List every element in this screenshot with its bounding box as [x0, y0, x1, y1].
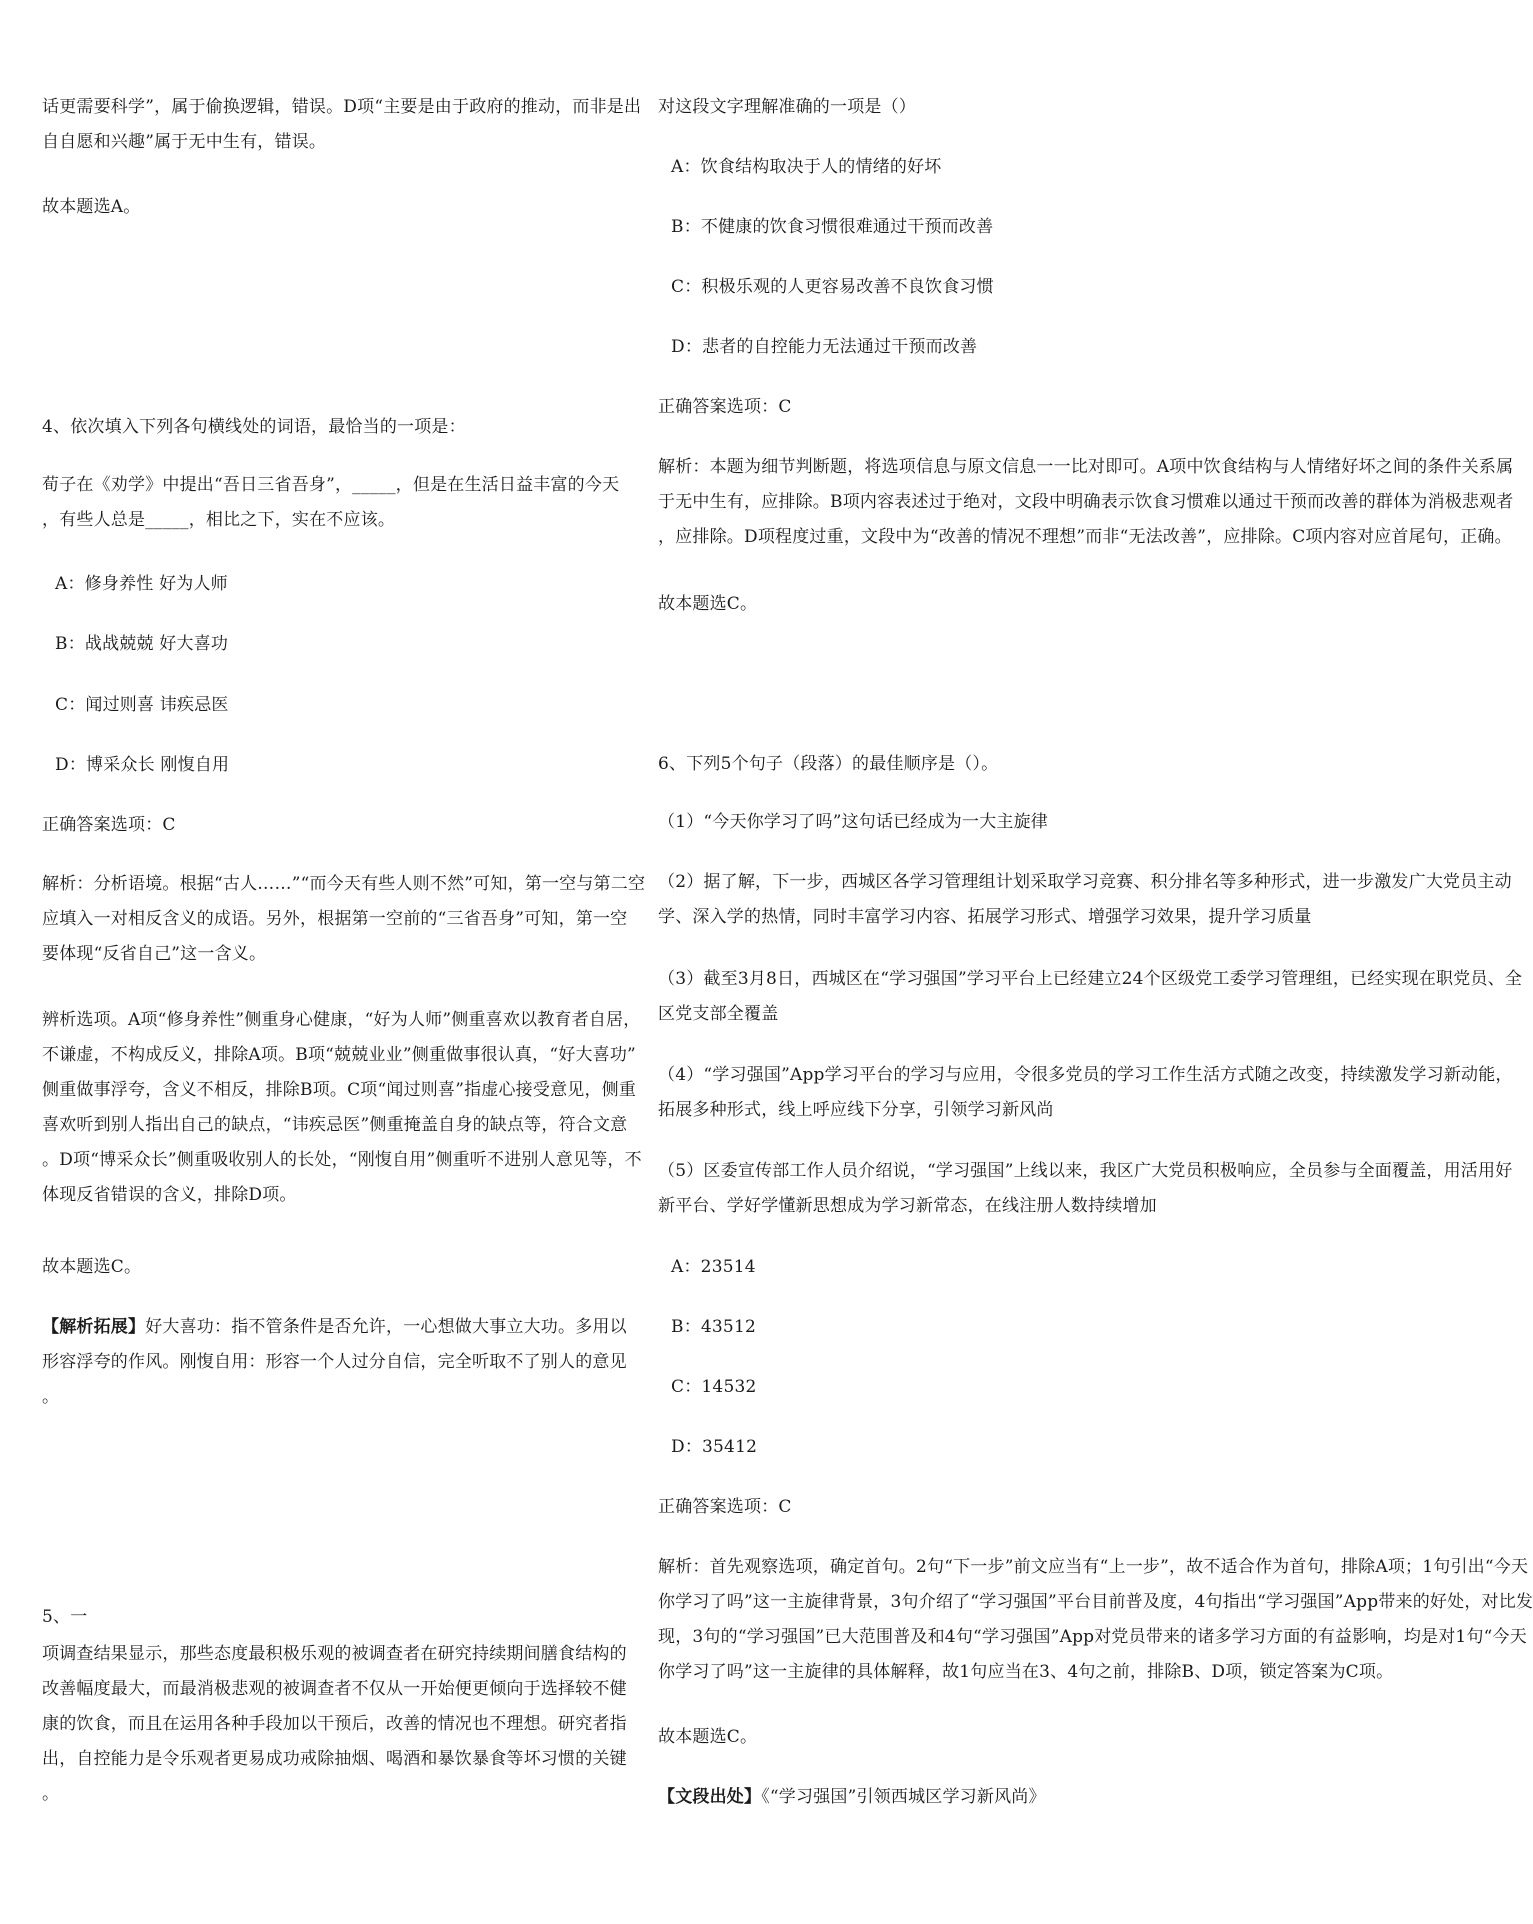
text-line: （4）“学习强国”App学习平台的学习与应用，令很多党员的学习工作生活方式随之改变，持续激发学习新动能，	[658, 1065, 1513, 1085]
q5-analysis	[658, 450, 1514, 555]
text-line: 不谦虚，不构成反义，排除A项。B项“兢兢业业”侧重做事很认真，“好大喜功”	[42, 1045, 636, 1065]
q6-sentence-3	[658, 962, 1522, 1032]
text-line: 。	[42, 1784, 60, 1804]
text-line: 应填入一对相反含义的成语。另外，根据第一空前的“三省吾身”可知，第一空	[42, 909, 628, 929]
text-line: 解析：分析语境。根据“古人……”“而今天有些人则不然”可知，第一空与第二空	[42, 874, 646, 894]
extension-text: 好大喜功：指不管条件是否允许，一心想做大事立大功。多用以	[145, 1317, 627, 1337]
text-line: 荀子在《劝学》中提出“吾日三省吾身”，_____，但是在生活日益丰富的今天	[42, 475, 620, 495]
q5-question: 对这段文字理解准确的一项是（）	[658, 97, 916, 117]
text-line: 体现反省错误的含义，排除D项。	[42, 1185, 297, 1205]
text-line: 新平台、学好学懂新思想成为学习新常态，在线注册人数持续增加	[658, 1196, 1157, 1216]
text-line: 区党支部全覆盖	[658, 1004, 779, 1024]
q5-option-d: D：悲者的自控能力无法通过干预而改善	[671, 337, 978, 357]
q6-sentence-5	[658, 1154, 1512, 1224]
q4-option-c: C：闻过则喜 讳疾忌医	[55, 695, 229, 715]
text-line: 学、深入学的热情，同时丰富学习内容、拓展学习形式、增强学习效果，提升学习质量	[658, 907, 1312, 927]
text-line: 于无中生有，应排除。B项内容表述过于绝对，文段中明确表示饮食习惯难以通过干预而改善的群体为消极悲观者	[658, 492, 1514, 512]
q6-option-c: C：14532	[671, 1377, 757, 1397]
q6-sentence-4	[658, 1058, 1513, 1128]
q6-sentence-1	[658, 805, 1048, 840]
q4-option-d: D：博采众长 刚愎自用	[55, 755, 230, 775]
q6-sentence-2	[658, 865, 1512, 935]
text-line: 项调查结果显示，那些态度最积极乐观的被调查者在研究持续期间膳食结构的	[42, 1644, 627, 1664]
text-line: 解析：本题为细节判断题，将选项信息与原文信息一一比对即可。A项中饮食结构与人情绪好坏之间的条件关系属	[658, 457, 1514, 477]
text-line: 解析：首先观察选项，确定首句。2句“下一步”前文应当有“上一步”，故不适合作为首句，排除A项；1句引出“今天	[658, 1557, 1529, 1577]
text-line: （2）据了解，下一步，西城区各学习管理组计划采取学习竞赛、积分排名等多种形式，进一步激发广大党员主动	[658, 872, 1512, 892]
text-line: 自自愿和兴趣”属于无中生有，错误。	[42, 132, 327, 152]
text-line: 现，3句的“学习强国”已大范围普及和4句“学习强国”App对党员带来的诸多学习方面的有益影响，均是对1句“今天	[658, 1627, 1527, 1647]
q4-answer: 正确答案选项：C	[42, 815, 176, 835]
q4-conclusion: 故本题选C。	[42, 1257, 142, 1277]
q5-option-b: B：不健康的饮食习惯很难通过干预而改善	[671, 217, 994, 237]
text-line: 康的饮食，而且在运用各种手段加以干预后，改善的情况也不理想。研究者指	[42, 1714, 627, 1734]
previous-conclusion: 故本题选A。	[42, 197, 141, 217]
q6-option-d: D：35412	[671, 1437, 758, 1457]
q5-option-a: A：饮食结构取决于人的情绪的好坏	[671, 157, 942, 177]
previous-answer-continuation	[42, 90, 641, 160]
q5-option-c: C：积极乐观的人更容易改善不良饮食习惯	[671, 277, 994, 297]
q5-conclusion: 故本题选C。	[658, 594, 758, 614]
q6-stem: 6、下列5个句子（段落）的最佳顺序是（）。	[658, 754, 999, 774]
text-line: 出，自控能力是令乐观者更易成功戒除抽烟、喝酒和暴饮暴食等坏习惯的关键	[42, 1749, 627, 1769]
text-line: 。D项“博采众长”侧重吸收别人的长处，“刚愎自用”侧重听不进别人意见等，不	[42, 1150, 642, 1170]
q5-passage	[42, 1637, 627, 1812]
q4-passage	[42, 468, 619, 538]
text-line: 改善幅度最大，而最消极悲观的被调查者不仅从一开始便更倾向于选择较不健	[42, 1679, 627, 1699]
q6-analysis	[658, 1550, 1533, 1690]
q4-discrimination	[42, 1003, 642, 1213]
text-line: 形容浮夸的作风。刚愎自用：形容一个人过分自信，完全听取不了别人的意见	[42, 1352, 627, 1372]
extension-label: 【解析拓展】	[42, 1317, 146, 1337]
text-line: 话更需要科学”，属于偷换逻辑，错误。D项“主要是由于政府的推动，而非是出	[42, 97, 642, 117]
text-line: 侧重做事浮夸，含义不相反，排除B项。C项“闻过则喜”指虚心接受意见，侧重	[42, 1080, 637, 1100]
text-line	[42, 1310, 627, 1345]
source-title: 《“学习强国”引领西城区学习新风尚》	[761, 1787, 1046, 1807]
text-line: 你学习了吗”这一主旋律背景，3句介绍了“学习强国”平台目前普及度，4句指出“学习强国”App带来的好处，对比发	[658, 1592, 1533, 1612]
text-line: ，有些人总是_____，相比之下，实在不应该。	[42, 510, 396, 530]
text-line: 拓展多种形式，线上呼应线下分享，引领学习新风尚	[658, 1100, 1054, 1120]
source-label: 【文段出处】	[658, 1787, 762, 1807]
q5-number: 5、一	[42, 1607, 88, 1627]
text-line: 你学习了吗”这一主旋律的具体解释，故1句应当在3、4句之前，排除B、D项，锁定答案为C项。	[658, 1662, 1394, 1682]
q6-answer: 正确答案选项：C	[658, 1497, 792, 1517]
q4-extension	[42, 1310, 627, 1415]
text-line: （1）“今天你学习了吗”这句话已经成为一大主旋律	[658, 812, 1048, 832]
q6-option-b: B：43512	[671, 1317, 756, 1337]
text-line: 要体现“反省自己”这一含义。	[42, 944, 267, 964]
q4-stem: 4、依次填入下列各句横线处的词语，最恰当的一项是：	[42, 417, 466, 437]
q5-answer: 正确答案选项：C	[658, 397, 792, 417]
q4-analysis	[42, 867, 645, 972]
q6-option-a: A：23514	[671, 1257, 756, 1277]
q6-source	[658, 1780, 1046, 1815]
q4-option-b: B：战战兢兢 好大喜功	[55, 634, 229, 654]
q4-option-a: A：修身养性 好为人师	[55, 574, 228, 594]
q6-conclusion: 故本题选C。	[658, 1727, 758, 1747]
text-line: 辨析选项。A项“修身养性”侧重身心健康，“好为人师”侧重喜欢以教育者自居，	[42, 1010, 641, 1030]
text-line: ，应排除。D项程度过重，文段中为“改善的情况不理想”而非“无法改善”，应排除。C项内容对应首尾句，正确。	[658, 527, 1512, 547]
text-line: 喜欢听到别人指出自己的缺点，“讳疾忌医”侧重掩盖自身的缺点等，符合文意	[42, 1115, 628, 1135]
text-line: 。	[42, 1387, 60, 1407]
text-line: （3）截至3月8日，西城区在“学习强国”学习平台上已经建立24个区级党工委学习管理组，已经实现在职党员、全	[658, 969, 1523, 989]
text-line: （5）区委宣传部工作人员介绍说，“学习强国”上线以来，我区广大党员积极响应，全员参与全面覆盖，用活用好	[658, 1161, 1513, 1181]
